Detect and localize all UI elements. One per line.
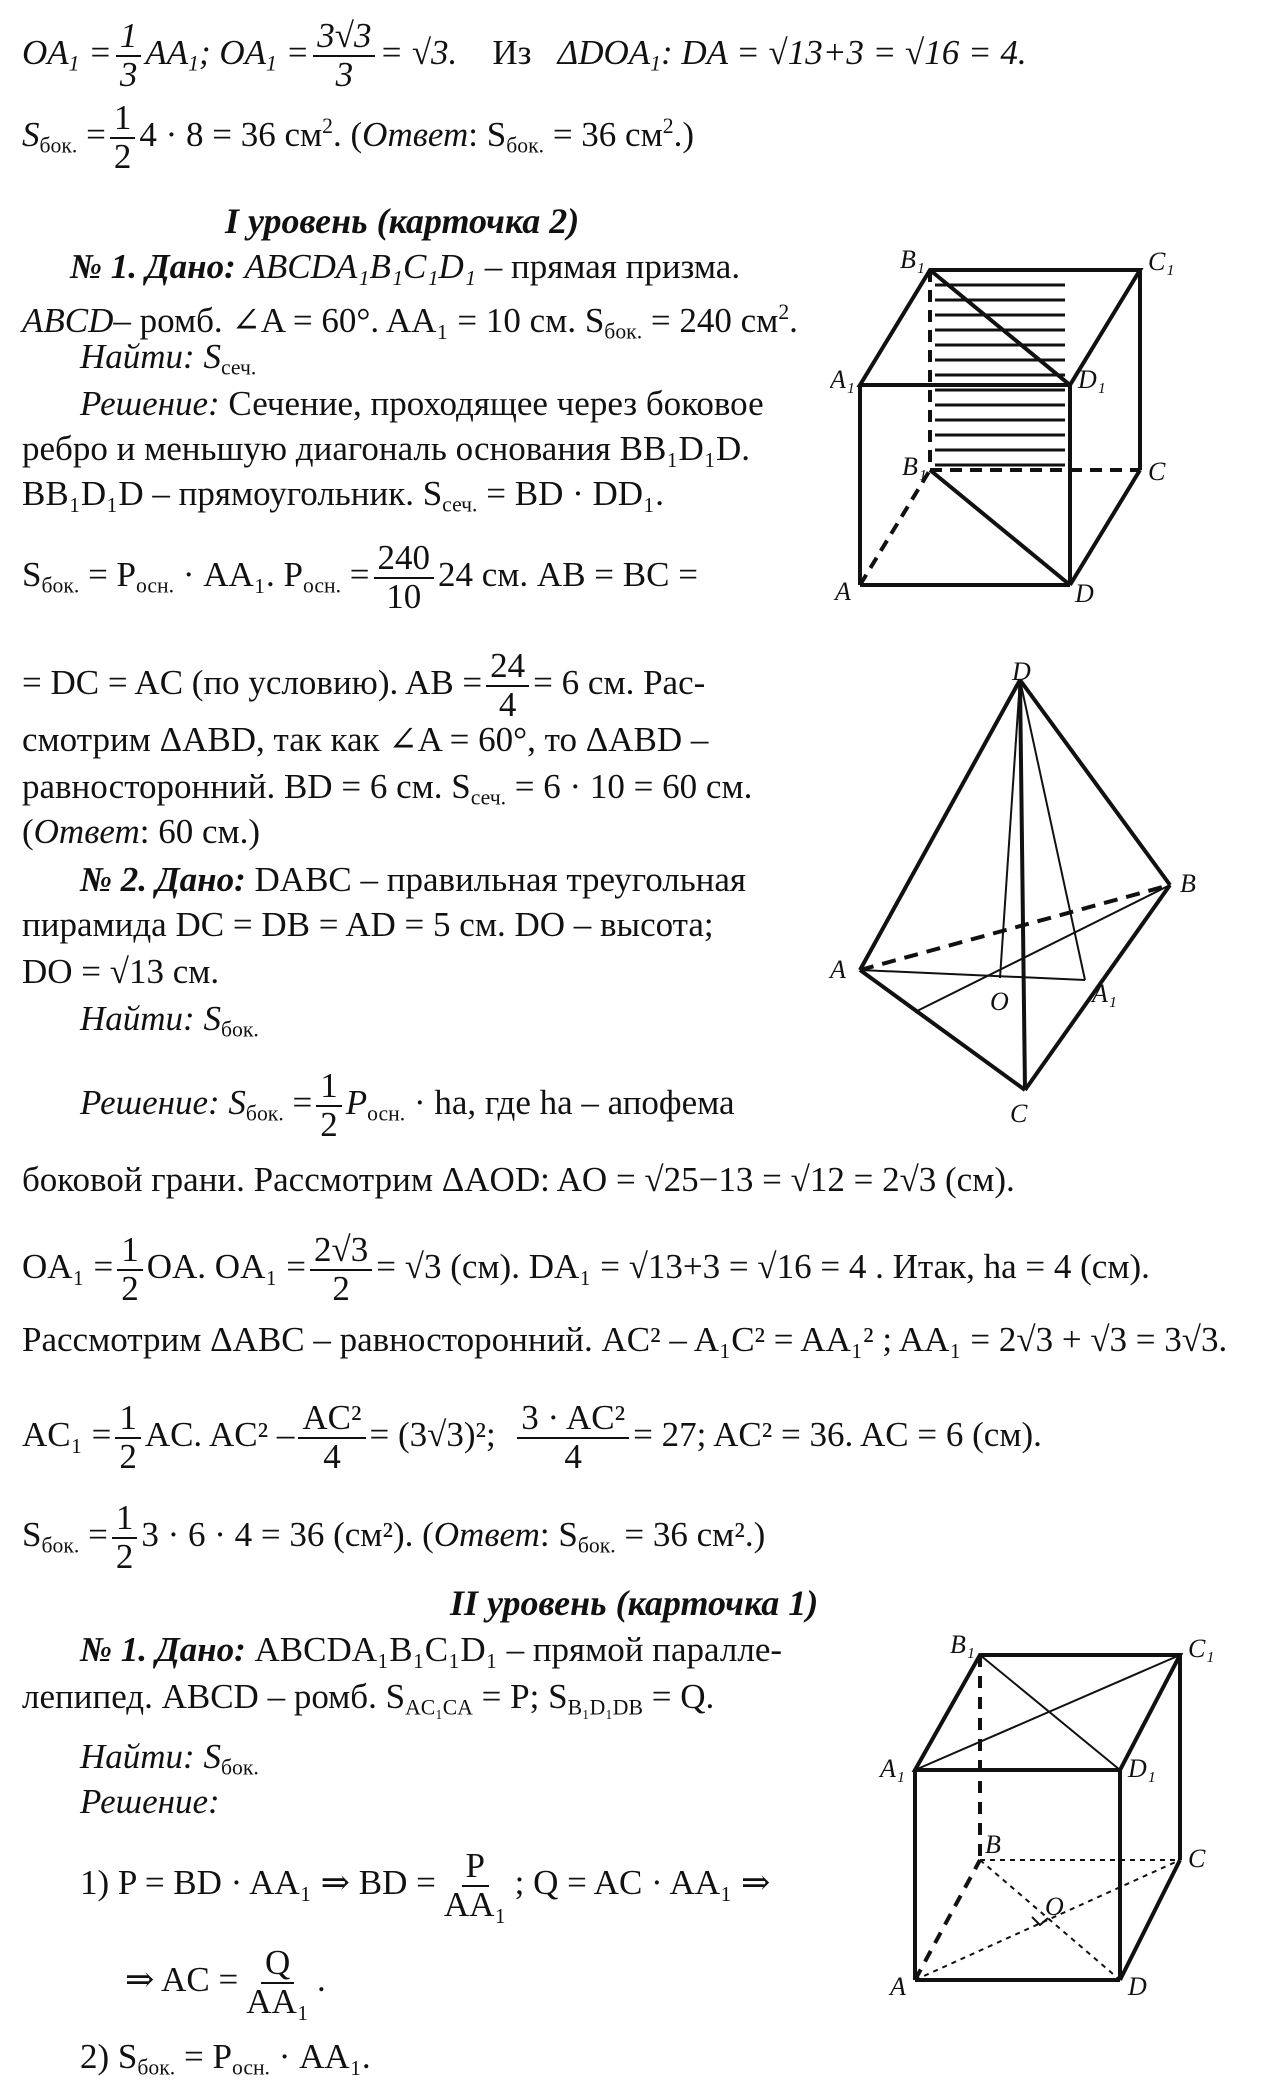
p3-line-7: 2) $S_{бок.} = P_{осн.} \cdot AA_1$.: [80, 2037, 371, 2080]
p1-line-2: ABCD– ромб. ∠A = 60°. AA₁ = 10 см. $S_{бок.} = 240$ $см^2$.: [22, 300, 798, 344]
p3-line-6: ⇒ AC = $\frac{Q}{\text{AA₁}}$ .: [125, 1943, 326, 2021]
label-B: B: [1180, 869, 1196, 898]
prism-figure: [830, 240, 1190, 625]
label-B: B: [985, 1830, 1001, 1859]
p1-line-3: Найти: $S_{сеч.}$: [80, 337, 257, 380]
parallelepiped-figure: [870, 1625, 1250, 2030]
p2-line-9: AC₁ = $\frac{1}{2}$ AC. AC² – $\frac{\text{AC²}}{4}$ = (3√3)²; $\frac{\text{3 · AC²}}{4}$ = 27; AC² = 36. AC = 6 (см).: [22, 1398, 1042, 1476]
label-C1: C₁: [1188, 1634, 1215, 1663]
label-A: A: [890, 1972, 906, 2001]
p3-line-1: № 1. Дано: ABCDA₁B₁C₁D₁ – прямой паралле-: [80, 1630, 783, 1669]
p2-line-2: пирамида DC = DB = AD = 5 см. DO – высота;: [22, 905, 714, 944]
p2-line-6: боковой грани. Рассмотрим ΔAOD: AO = √25−13 = √12 = 2√3 (см).: [22, 1160, 1015, 1199]
p3-line-3: Найти: $S_{бок.}$: [80, 1737, 259, 1780]
p2-line-7: OA₁ = $\frac{1}{2}$ OA. OA₁ = $\frac{2√3}{2}$ = √3 (см). DA₁ = √13+3 = √16 = 4 . Итак, ha = 4 (см).: [22, 1230, 1150, 1308]
label-D: D: [1128, 1972, 1147, 2001]
label-A: A: [835, 577, 851, 606]
label-C: C: [1148, 457, 1166, 486]
p1-line-4: Решение: Сечение, проходящее через боковое: [80, 384, 764, 423]
pyramid-diagram: [820, 660, 1220, 1130]
p1-line-11: (Ответ: 60 см.): [22, 812, 261, 851]
p2-line-10: $S_{бок.}$ = $\frac{1}{2}$ 3 · 6 · 4 = 36 (см²). (Ответ: $S_{бок.} = 36$ см².): [22, 1498, 766, 1576]
label-B1-lower: B₁: [902, 452, 927, 481]
p1-line-5: ребро и меньшую диагональ основания BB₁D₁D.: [22, 429, 751, 468]
p3-line-4: Решение:: [80, 1782, 220, 1821]
label-A1: A₁: [880, 1754, 905, 1783]
p2-line-3: DO = √13 см.: [22, 952, 220, 991]
p3-line-5: 1) P = BD · AA₁ ⇒ BD = $\frac{P}{\text{AA₁}}$ ; Q = AC · AA₁ ⇒: [80, 1846, 771, 1924]
label-D: D: [1012, 660, 1031, 686]
section-heading-1: I уровень (карточка 2): [225, 201, 580, 241]
p1-line-7: $S_{бок.} = P_{осн.} \cdot AA_1$. $P_{осн.}$ = $\frac{240}{10}$ 24 см. AB = BC =: [22, 538, 698, 616]
label-O: O: [990, 987, 1009, 1016]
label-D1: D₁: [1128, 1754, 1156, 1783]
p2-line-8: Рассмотрим ΔABC – равносторонний. AC² – A₁C² = AA₁² ; AA₁ = 2√3 + √3 = 3√3.: [22, 1320, 1228, 1359]
label-B1: B₁: [900, 245, 925, 274]
label-C: C: [1010, 1099, 1028, 1128]
formula-line-1: $OA_1$ = $\frac{1}{3}$ $AA_1$; $OA_1$ = $\frac{3√3}{3}$ = √3. Из $\Delta DOA_1$: DA = √13+3 = √16 = 4.: [22, 16, 1027, 94]
label-C1: C₁: [1148, 247, 1175, 276]
label-O: O: [1045, 1892, 1064, 1921]
p1-line-9: смотрим ΔABD, так как ∠A = 60°, то ΔABD –: [22, 720, 709, 759]
label-D: D: [1075, 579, 1094, 608]
p1-line-6: BB₁D₁D – прямоугольник. $S_{сеч.}$ = BD · DD₁.: [22, 474, 665, 517]
p3-line-2: лепипед. ABCD – ромб. $S_{AC_1CA} = P$; $S_{B_1D_1DB} = Q$.: [22, 1677, 715, 1720]
label-A1: A₁: [830, 365, 855, 394]
label-B1: B₁: [950, 1630, 975, 1659]
p1-line-8: = DC = AC (по условию). AB = $\frac{24}{4}$ = 6 см. Рас-: [22, 646, 706, 724]
label-C: C: [1188, 1844, 1206, 1873]
label-A: A: [830, 955, 846, 984]
prism-diagram: [830, 240, 1190, 620]
label-D1: D₁: [1078, 365, 1106, 394]
label-A1: A₁: [1092, 979, 1117, 1008]
p2-line-5: Решение: $S_{бок.}$ = $\frac{1}{2}$ $P_{осн.}$ · ha, где ha – апофема: [80, 1066, 735, 1144]
p2-line-4: Найти: $S_{бок.}$: [80, 999, 259, 1042]
pyramid-figure: [820, 660, 1220, 1135]
parallelepiped-diagram: [870, 1625, 1250, 2025]
p1-line-10: равносторонний. BD = 6 см. $S_{сеч.} = 6 \cdot 10 = 60$ см.: [22, 767, 753, 810]
section-heading-2: II уровень (карточка 1): [450, 1583, 819, 1623]
p2-line-1: № 2. Дано: DABC – правильная треугольная: [80, 860, 747, 899]
p1-line-1: № 1. Дано: ABCDA₁B₁C₁D₁ – прямая призма.: [70, 247, 741, 286]
formula-line-2: $S_{бок.}$ = $\frac{1}{2}$ 4 · 8 = 36 $см^2$. (Ответ: $S_{бок.} = 36$ $см^2$.): [22, 98, 694, 176]
